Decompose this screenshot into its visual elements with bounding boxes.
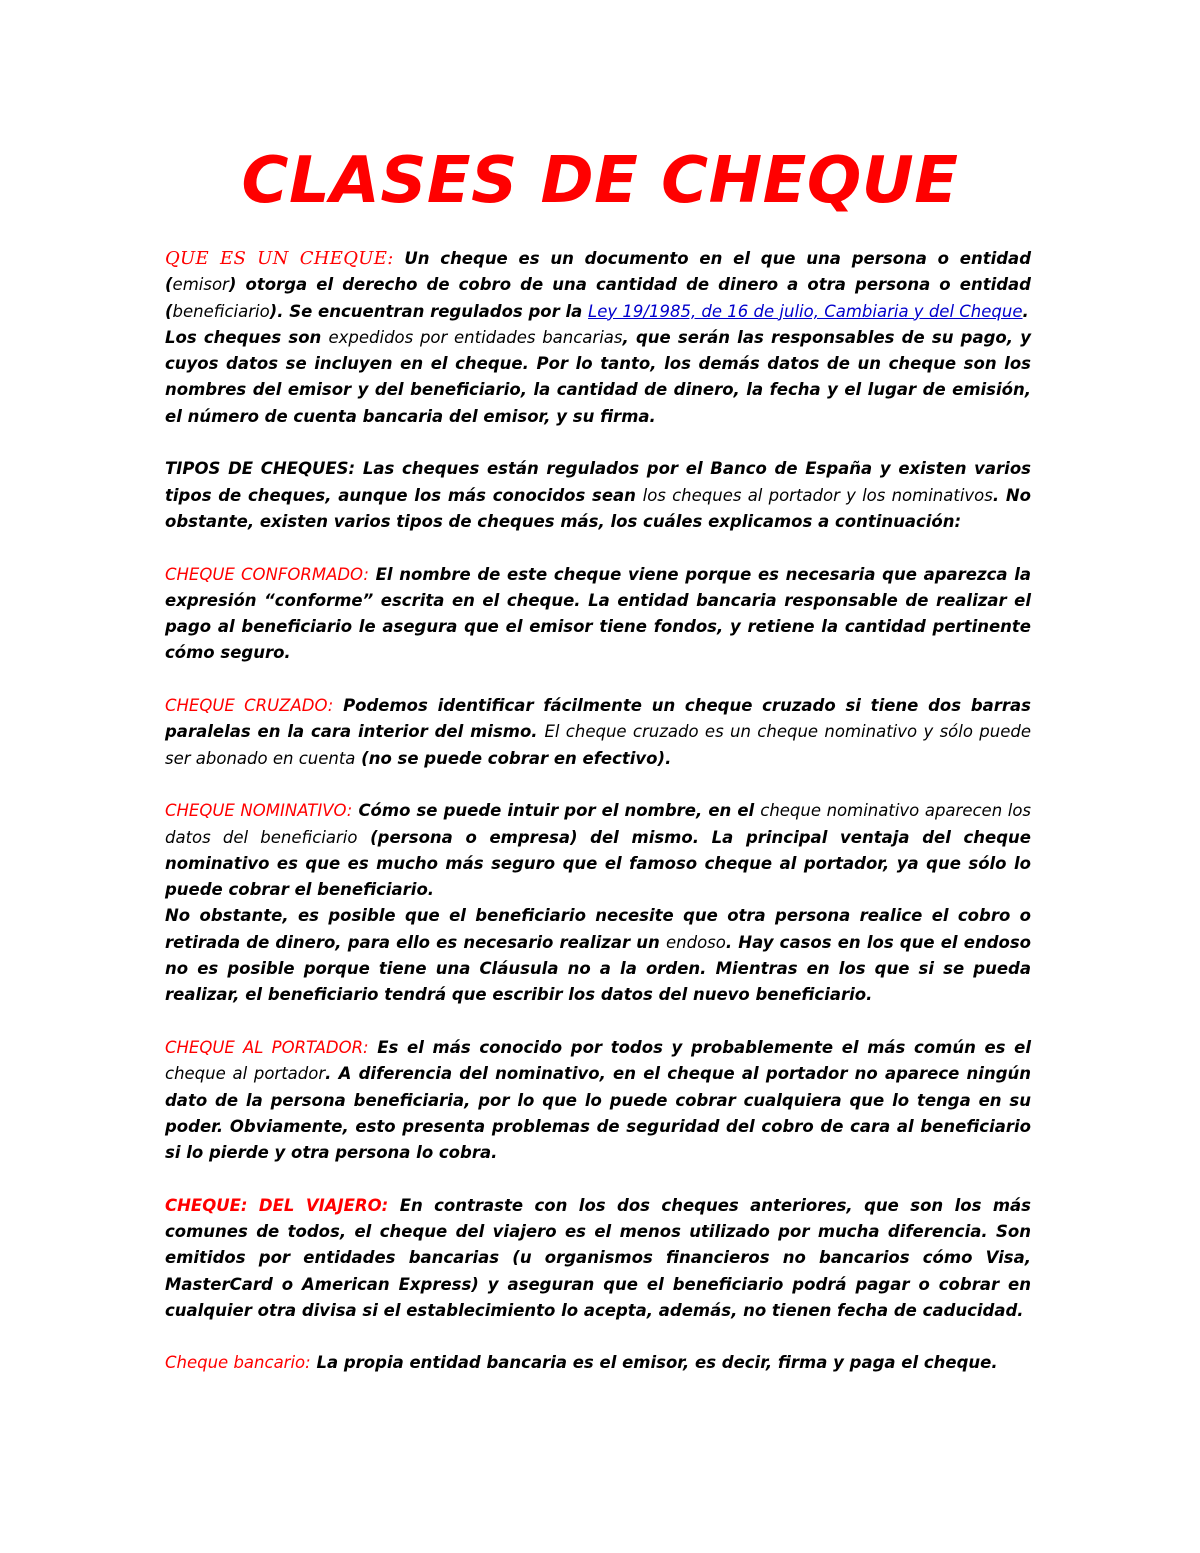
document-body <box>165 246 1031 1377</box>
law-link[interactable]: Ley 19/1985, de 16 de julio, Cambiaria y del Cheque <box>588 301 1023 321</box>
cruzado-heading: CHEQUE CRUZADO: <box>165 696 334 716</box>
bancario-heading: Cheque bancario: <box>165 1353 311 1373</box>
conformado-paragraph: CHEQUE CONFORMADO: El nombre de este cheque viene porque es necesaria que aparezca la expresión “conforme” escrita en el cheque. La entidad bancaria responsable de realizar el pago al beneficiario le asegura que el emisor tiene fondos, y retiene la cantidad pertinente cómo seguro. <box>165 564 1032 663</box>
spacer <box>165 1009 1031 1035</box>
viajero-heading: CHEQUE: DEL VIAJERO: <box>165 1195 389 1215</box>
document-title: CLASES DE CHEQUE <box>241 144 959 218</box>
intro-paragraph: QUE ES UN CHEQUE: Un cheque es un documento en el que una persona o entidad (emisor) otorga el derecho de cobro de una cantidad de dinero a otra persona o entidad (beneficiario). Se encuentran regulados por la Ley 19/1985, de 16 de julio, Cambiaria y del Cheque. <box>165 248 1031 321</box>
portador-paragraph: CHEQUE AL PORTADOR: Es el más conocido por todos y probablemente el más común es el cheque al portador. A diferencia del nominativo, en el cheque al portador no aparece ningún dato de la persona beneficiaria, por lo que lo puede cobrar cualquiera que lo tenga en su poder. Obviamente, esto presenta problemas de seguridad del cobro de cara al beneficiario si lo pierde y otra persona lo cobra. <box>165 1037 1032 1163</box>
spacer <box>165 772 1031 798</box>
intro-heading: QUE ES UN CHEQUE: <box>165 248 394 269</box>
viajero-paragraph: CHEQUE: DEL VIAJERO: En contraste con los dos cheques anteriores, que son los más comunes de todos, el cheque del viajero es el menos utilizado por mucha diferencia. Son emitidos por entidades bancarias (u organismos financieros no bancarios cómo Visa, MasterCard o American Express) y aseguran que el beneficiario podrá pagar o cobrar en cualquier otra divisa si el establecimiento lo acepta, además, no tienen fecha de caducidad. <box>165 1195 1031 1320</box>
spacer <box>165 535 1031 561</box>
nominativo-heading: CHEQUE NOMINATIVO: <box>165 801 353 821</box>
cruzado-paragraph: CHEQUE CRUZADO: Podemos identificar fácilmente un cheque cruzado si tiene dos barras paralelas en la cara interior del mismo. El cheque cruzado es un cheque nominativo y sólo puede ser abonado en cuenta (no se puede cobrar en efectivo). <box>165 696 1032 768</box>
spacer <box>165 430 1031 456</box>
spacer <box>165 667 1031 693</box>
spacer <box>165 1324 1031 1350</box>
conformado-heading: CHEQUE CONFORMADO: <box>165 564 369 584</box>
nominativo-paragraph-2: No obstante, es posible que el beneficiario necesite que otra persona realice el cobro o retirada de dinero, para ello es necesario realizar un endoso. Hay casos en los que el endoso no es posible porque tiene una Cláusula no a la orden. Mientras en los que si se pueda realizar, el beneficiario tendrá que escribir los datos del nuevo beneficiario. <box>165 906 1031 1005</box>
spacer <box>165 1166 1031 1192</box>
intro-paragraph-2: Los cheques son expedidos por entidades bancarias, que serán las responsables de su pago, y cuyos datos se incluyen en el cheque. Por lo tanto, los demás datos de un cheque son los nombres del emisor y del beneficiario, la cantidad de dinero, la fecha y el lugar de emisión, el número de cuenta bancaria del emisor, y su firma. <box>165 327 1031 426</box>
tipos-paragraph: TIPOS DE CHEQUES: Las cheques están regulados por el Banco de España y existen varios tipos de cheques, aunque los más conocidos sean los cheques al portador y los nominativos. No obstante, existen varios tipos de cheques más, los cuáles explicamos a continuación: <box>165 459 1031 531</box>
bancario-paragraph: Cheque bancario: La propia entidad bancaria es el emisor, es decir, firma y paga el cheque. <box>165 1353 998 1373</box>
portador-heading: CHEQUE AL PORTADOR: <box>165 1037 369 1057</box>
nominativo-paragraph: CHEQUE NOMINATIVO: Cómo se puede intuir por el nombre, en el cheque nominativo aparecen los datos del beneficiario (persona o empresa) del mismo. La principal ventaja del cheque nominativo es que es mucho más seguro que el famoso cheque al portador, ya que sólo lo puede cobrar el beneficiario. <box>165 801 1032 900</box>
